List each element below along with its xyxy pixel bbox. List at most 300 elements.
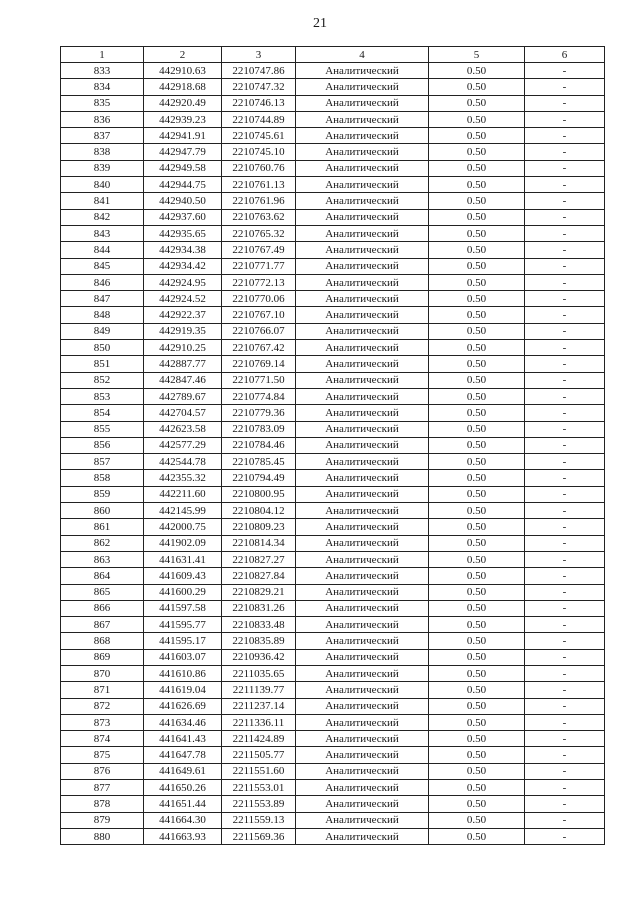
table-row	[61, 437, 605, 453]
method-cell: Аналитический	[296, 698, 429, 714]
y-coordinate-cell: 2211424.89	[222, 731, 296, 747]
method-cell: Аналитический	[296, 144, 429, 160]
y-coordinate-cell: 2210744.89	[222, 111, 296, 127]
table-row	[61, 665, 605, 681]
page-number: 21	[313, 16, 327, 31]
method-cell: Аналитический	[296, 323, 429, 339]
method-cell: Аналитический	[296, 551, 429, 567]
y-coordinate-cell: 2210784.46	[222, 437, 296, 453]
point-number-cell: 858	[61, 470, 144, 486]
x-coordinate-cell: 441641.43	[144, 731, 222, 747]
table-row	[61, 307, 605, 323]
y-coordinate-cell: 2210827.84	[222, 568, 296, 584]
note-cell: -	[525, 551, 605, 567]
table-row	[61, 177, 605, 193]
point-number-cell: 863	[61, 551, 144, 567]
y-coordinate-cell: 2210767.42	[222, 340, 296, 356]
accuracy-cell: 0.50	[429, 79, 525, 95]
accuracy-cell: 0.50	[429, 177, 525, 193]
x-coordinate-cell: 442947.79	[144, 144, 222, 160]
table-row	[61, 551, 605, 567]
point-number-cell: 834	[61, 79, 144, 95]
y-coordinate-cell: 2210767.10	[222, 307, 296, 323]
column-header: 2	[144, 47, 222, 63]
accuracy-cell: 0.50	[429, 111, 525, 127]
y-coordinate-cell: 2210936.42	[222, 649, 296, 665]
point-number-cell: 862	[61, 535, 144, 551]
note-cell: -	[525, 111, 605, 127]
point-number-cell: 850	[61, 340, 144, 356]
method-cell: Аналитический	[296, 584, 429, 600]
table-row	[61, 568, 605, 584]
accuracy-cell: 0.50	[429, 519, 525, 535]
column-header: 4	[296, 47, 429, 63]
table-row	[61, 144, 605, 160]
table-row	[61, 486, 605, 502]
y-coordinate-cell: 2211551.60	[222, 763, 296, 779]
x-coordinate-cell: 442924.52	[144, 291, 222, 307]
accuracy-cell: 0.50	[429, 682, 525, 698]
point-number-cell: 852	[61, 372, 144, 388]
column-header: 3	[222, 47, 296, 63]
point-number-cell: 836	[61, 111, 144, 127]
accuracy-cell: 0.50	[429, 486, 525, 502]
accuracy-cell: 0.50	[429, 796, 525, 812]
note-cell: -	[525, 405, 605, 421]
x-coordinate-cell: 442577.29	[144, 437, 222, 453]
y-coordinate-cell: 2211237.14	[222, 698, 296, 714]
point-number-cell: 855	[61, 421, 144, 437]
point-number-cell: 853	[61, 388, 144, 404]
accuracy-cell: 0.50	[429, 225, 525, 241]
accuracy-cell: 0.50	[429, 828, 525, 844]
x-coordinate-cell: 441664.30	[144, 812, 222, 828]
y-coordinate-cell: 2210814.34	[222, 535, 296, 551]
y-coordinate-cell: 2211569.36	[222, 828, 296, 844]
y-coordinate-cell: 2210747.32	[222, 79, 296, 95]
accuracy-cell: 0.50	[429, 470, 525, 486]
point-number-cell: 877	[61, 780, 144, 796]
point-number-cell: 833	[61, 63, 144, 79]
x-coordinate-cell: 441634.46	[144, 714, 222, 730]
accuracy-cell: 0.50	[429, 454, 525, 470]
point-number-cell: 851	[61, 356, 144, 372]
method-cell: Аналитический	[296, 437, 429, 453]
table-row	[61, 584, 605, 600]
y-coordinate-cell: 2211505.77	[222, 747, 296, 763]
method-cell: Аналитический	[296, 665, 429, 681]
table-row	[61, 812, 605, 828]
x-coordinate-cell: 442920.49	[144, 95, 222, 111]
method-cell: Аналитический	[296, 503, 429, 519]
method-cell: Аналитический	[296, 568, 429, 584]
accuracy-cell: 0.50	[429, 160, 525, 176]
x-coordinate-cell: 442910.63	[144, 63, 222, 79]
note-cell: -	[525, 535, 605, 551]
x-coordinate-cell: 442355.32	[144, 470, 222, 486]
point-number-cell: 876	[61, 763, 144, 779]
note-cell: -	[525, 209, 605, 225]
y-coordinate-cell: 2210794.49	[222, 470, 296, 486]
y-coordinate-cell: 2210772.13	[222, 274, 296, 290]
table-row	[61, 421, 605, 437]
note-cell: -	[525, 486, 605, 502]
note-cell: -	[525, 763, 605, 779]
x-coordinate-cell: 441597.58	[144, 600, 222, 616]
note-cell: -	[525, 225, 605, 241]
accuracy-cell: 0.50	[429, 323, 525, 339]
table-row	[61, 193, 605, 209]
x-coordinate-cell: 441626.69	[144, 698, 222, 714]
x-coordinate-cell: 442937.60	[144, 209, 222, 225]
note-cell: -	[525, 437, 605, 453]
table-row	[61, 291, 605, 307]
note-cell: -	[525, 828, 605, 844]
accuracy-cell: 0.50	[429, 437, 525, 453]
method-cell: Аналитический	[296, 470, 429, 486]
table-row	[61, 111, 605, 127]
y-coordinate-cell: 2211553.01	[222, 780, 296, 796]
accuracy-cell: 0.50	[429, 698, 525, 714]
note-cell: -	[525, 796, 605, 812]
point-number-cell: 866	[61, 600, 144, 616]
point-number-cell: 849	[61, 323, 144, 339]
accuracy-cell: 0.50	[429, 714, 525, 730]
method-cell: Аналитический	[296, 796, 429, 812]
accuracy-cell: 0.50	[429, 617, 525, 633]
y-coordinate-cell: 2210771.50	[222, 372, 296, 388]
accuracy-cell: 0.50	[429, 633, 525, 649]
table-row	[61, 356, 605, 372]
x-coordinate-cell: 441619.04	[144, 682, 222, 698]
table-row	[61, 95, 605, 111]
x-coordinate-cell: 442918.68	[144, 79, 222, 95]
y-coordinate-cell: 2211336.11	[222, 714, 296, 730]
table-row	[61, 633, 605, 649]
note-cell: -	[525, 747, 605, 763]
note-cell: -	[525, 258, 605, 274]
y-coordinate-cell: 2210766.07	[222, 323, 296, 339]
method-cell: Аналитический	[296, 209, 429, 225]
method-cell: Аналитический	[296, 160, 429, 176]
point-number-cell: 846	[61, 274, 144, 290]
y-coordinate-cell: 2210747.86	[222, 63, 296, 79]
table-row	[61, 535, 605, 551]
accuracy-cell: 0.50	[429, 63, 525, 79]
table-row	[61, 79, 605, 95]
table-row	[61, 274, 605, 290]
table-row	[61, 617, 605, 633]
y-coordinate-cell: 2210767.49	[222, 242, 296, 258]
accuracy-cell: 0.50	[429, 128, 525, 144]
table-row	[61, 258, 605, 274]
y-coordinate-cell: 2210809.23	[222, 519, 296, 535]
accuracy-cell: 0.50	[429, 584, 525, 600]
y-coordinate-cell: 2210745.61	[222, 128, 296, 144]
table-row	[61, 372, 605, 388]
y-coordinate-cell: 2210800.95	[222, 486, 296, 502]
note-cell: -	[525, 291, 605, 307]
method-cell: Аналитический	[296, 242, 429, 258]
table-row	[61, 649, 605, 665]
method-cell: Аналитический	[296, 388, 429, 404]
table-row	[61, 780, 605, 796]
accuracy-cell: 0.50	[429, 242, 525, 258]
method-cell: Аналитический	[296, 780, 429, 796]
note-cell: -	[525, 323, 605, 339]
x-coordinate-cell: 441650.26	[144, 780, 222, 796]
x-coordinate-cell: 442934.42	[144, 258, 222, 274]
x-coordinate-cell: 441595.77	[144, 617, 222, 633]
accuracy-cell: 0.50	[429, 665, 525, 681]
y-coordinate-cell: 2210769.14	[222, 356, 296, 372]
method-cell: Аналитический	[296, 649, 429, 665]
table-row	[61, 682, 605, 698]
method-cell: Аналитический	[296, 307, 429, 323]
x-coordinate-cell: 442949.58	[144, 160, 222, 176]
x-coordinate-cell: 441651.44	[144, 796, 222, 812]
point-number-cell: 861	[61, 519, 144, 535]
point-number-cell: 875	[61, 747, 144, 763]
table-body	[61, 63, 605, 845]
y-coordinate-cell: 2210746.13	[222, 95, 296, 111]
accuracy-cell: 0.50	[429, 421, 525, 437]
accuracy-cell: 0.50	[429, 731, 525, 747]
method-cell: Аналитический	[296, 274, 429, 290]
note-cell: -	[525, 160, 605, 176]
accuracy-cell: 0.50	[429, 503, 525, 519]
point-number-cell: 860	[61, 503, 144, 519]
accuracy-cell: 0.50	[429, 551, 525, 567]
note-cell: -	[525, 780, 605, 796]
y-coordinate-cell: 2210774.84	[222, 388, 296, 404]
table-row	[61, 828, 605, 844]
point-number-cell: 847	[61, 291, 144, 307]
point-number-cell: 878	[61, 796, 144, 812]
method-cell: Аналитический	[296, 193, 429, 209]
method-cell: Аналитический	[296, 421, 429, 437]
accuracy-cell: 0.50	[429, 535, 525, 551]
point-number-cell: 864	[61, 568, 144, 584]
method-cell: Аналитический	[296, 405, 429, 421]
x-coordinate-cell: 441631.41	[144, 551, 222, 567]
note-cell: -	[525, 144, 605, 160]
point-number-cell: 869	[61, 649, 144, 665]
point-number-cell: 865	[61, 584, 144, 600]
x-coordinate-cell: 442941.91	[144, 128, 222, 144]
accuracy-cell: 0.50	[429, 600, 525, 616]
point-number-cell: 835	[61, 95, 144, 111]
column-header: 6	[525, 47, 605, 63]
accuracy-cell: 0.50	[429, 340, 525, 356]
y-coordinate-cell: 2210785.45	[222, 454, 296, 470]
x-coordinate-cell: 441600.29	[144, 584, 222, 600]
coordinates-table	[60, 46, 605, 845]
y-coordinate-cell: 2210761.13	[222, 177, 296, 193]
point-number-cell: 879	[61, 812, 144, 828]
x-coordinate-cell: 441649.61	[144, 763, 222, 779]
note-cell: -	[525, 242, 605, 258]
table-row	[61, 470, 605, 486]
table-row	[61, 519, 605, 535]
method-cell: Аналитический	[296, 63, 429, 79]
y-coordinate-cell: 2210829.21	[222, 584, 296, 600]
x-coordinate-cell: 442939.23	[144, 111, 222, 127]
table-row	[61, 209, 605, 225]
table-row	[61, 731, 605, 747]
y-coordinate-cell: 2210835.89	[222, 633, 296, 649]
table-row	[61, 600, 605, 616]
x-coordinate-cell: 442944.75	[144, 177, 222, 193]
point-number-cell: 848	[61, 307, 144, 323]
point-number-cell: 873	[61, 714, 144, 730]
accuracy-cell: 0.50	[429, 763, 525, 779]
x-coordinate-cell: 441647.78	[144, 747, 222, 763]
y-coordinate-cell: 2211139.77	[222, 682, 296, 698]
method-cell: Аналитический	[296, 617, 429, 633]
method-cell: Аналитический	[296, 828, 429, 844]
accuracy-cell: 0.50	[429, 388, 525, 404]
method-cell: Аналитический	[296, 812, 429, 828]
accuracy-cell: 0.50	[429, 274, 525, 290]
method-cell: Аналитический	[296, 486, 429, 502]
y-coordinate-cell: 2210827.27	[222, 551, 296, 567]
y-coordinate-cell: 2210761.96	[222, 193, 296, 209]
column-header: 5	[429, 47, 525, 63]
note-cell: -	[525, 633, 605, 649]
point-number-cell: 880	[61, 828, 144, 844]
method-cell: Аналитический	[296, 79, 429, 95]
note-cell: -	[525, 714, 605, 730]
point-number-cell: 856	[61, 437, 144, 453]
note-cell: -	[525, 584, 605, 600]
note-cell: -	[525, 470, 605, 486]
method-cell: Аналитический	[296, 535, 429, 551]
x-coordinate-cell: 442935.65	[144, 225, 222, 241]
point-number-cell: 838	[61, 144, 144, 160]
method-cell: Аналитический	[296, 763, 429, 779]
point-number-cell: 867	[61, 617, 144, 633]
note-cell: -	[525, 95, 605, 111]
x-coordinate-cell: 442847.46	[144, 372, 222, 388]
accuracy-cell: 0.50	[429, 649, 525, 665]
note-cell: -	[525, 600, 605, 616]
accuracy-cell: 0.50	[429, 568, 525, 584]
method-cell: Аналитический	[296, 340, 429, 356]
method-cell: Аналитический	[296, 177, 429, 193]
x-coordinate-cell: 441609.43	[144, 568, 222, 584]
table-row	[61, 160, 605, 176]
note-cell: -	[525, 454, 605, 470]
method-cell: Аналитический	[296, 747, 429, 763]
x-coordinate-cell: 441595.17	[144, 633, 222, 649]
note-cell: -	[525, 731, 605, 747]
table-row	[61, 714, 605, 730]
point-number-cell: 857	[61, 454, 144, 470]
x-coordinate-cell: 442000.75	[144, 519, 222, 535]
table-row	[61, 63, 605, 79]
y-coordinate-cell: 2210763.62	[222, 209, 296, 225]
point-number-cell: 872	[61, 698, 144, 714]
note-cell: -	[525, 193, 605, 209]
accuracy-cell: 0.50	[429, 812, 525, 828]
method-cell: Аналитический	[296, 225, 429, 241]
point-number-cell: 843	[61, 225, 144, 241]
method-cell: Аналитический	[296, 111, 429, 127]
method-cell: Аналитический	[296, 372, 429, 388]
x-coordinate-cell: 442940.50	[144, 193, 222, 209]
y-coordinate-cell: 2210783.09	[222, 421, 296, 437]
x-coordinate-cell: 442887.77	[144, 356, 222, 372]
table-row	[61, 388, 605, 404]
point-number-cell: 859	[61, 486, 144, 502]
y-coordinate-cell: 2210804.12	[222, 503, 296, 519]
point-number-cell: 842	[61, 209, 144, 225]
table-row	[61, 225, 605, 241]
method-cell: Аналитический	[296, 682, 429, 698]
y-coordinate-cell: 2210833.48	[222, 617, 296, 633]
table-row	[61, 503, 605, 519]
y-coordinate-cell: 2210831.26	[222, 600, 296, 616]
point-number-cell: 839	[61, 160, 144, 176]
table-row	[61, 763, 605, 779]
table-row	[61, 128, 605, 144]
table-row	[61, 340, 605, 356]
note-cell: -	[525, 274, 605, 290]
table-row	[61, 405, 605, 421]
table-row	[61, 323, 605, 339]
accuracy-cell: 0.50	[429, 193, 525, 209]
note-cell: -	[525, 617, 605, 633]
note-cell: -	[525, 79, 605, 95]
accuracy-cell: 0.50	[429, 372, 525, 388]
accuracy-cell: 0.50	[429, 258, 525, 274]
point-number-cell: 840	[61, 177, 144, 193]
y-coordinate-cell: 2210745.10	[222, 144, 296, 160]
method-cell: Аналитический	[296, 258, 429, 274]
table-row	[61, 242, 605, 258]
note-cell: -	[525, 698, 605, 714]
note-cell: -	[525, 388, 605, 404]
table-row	[61, 796, 605, 812]
y-coordinate-cell: 2210770.06	[222, 291, 296, 307]
method-cell: Аналитический	[296, 714, 429, 730]
y-coordinate-cell: 2210760.76	[222, 160, 296, 176]
x-coordinate-cell: 441902.09	[144, 535, 222, 551]
table-header-row	[61, 47, 605, 63]
note-cell: -	[525, 372, 605, 388]
x-coordinate-cell: 441663.93	[144, 828, 222, 844]
note-cell: -	[525, 568, 605, 584]
note-cell: -	[525, 519, 605, 535]
y-coordinate-cell: 2211559.13	[222, 812, 296, 828]
x-coordinate-cell: 442623.58	[144, 421, 222, 437]
note-cell: -	[525, 649, 605, 665]
y-coordinate-cell: 2210779.36	[222, 405, 296, 421]
x-coordinate-cell: 442789.67	[144, 388, 222, 404]
note-cell: -	[525, 340, 605, 356]
note-cell: -	[525, 421, 605, 437]
accuracy-cell: 0.50	[429, 780, 525, 796]
note-cell: -	[525, 63, 605, 79]
method-cell: Аналитический	[296, 454, 429, 470]
x-coordinate-cell: 442910.25	[144, 340, 222, 356]
accuracy-cell: 0.50	[429, 95, 525, 111]
point-number-cell: 841	[61, 193, 144, 209]
x-coordinate-cell: 441610.86	[144, 665, 222, 681]
method-cell: Аналитический	[296, 600, 429, 616]
note-cell: -	[525, 812, 605, 828]
